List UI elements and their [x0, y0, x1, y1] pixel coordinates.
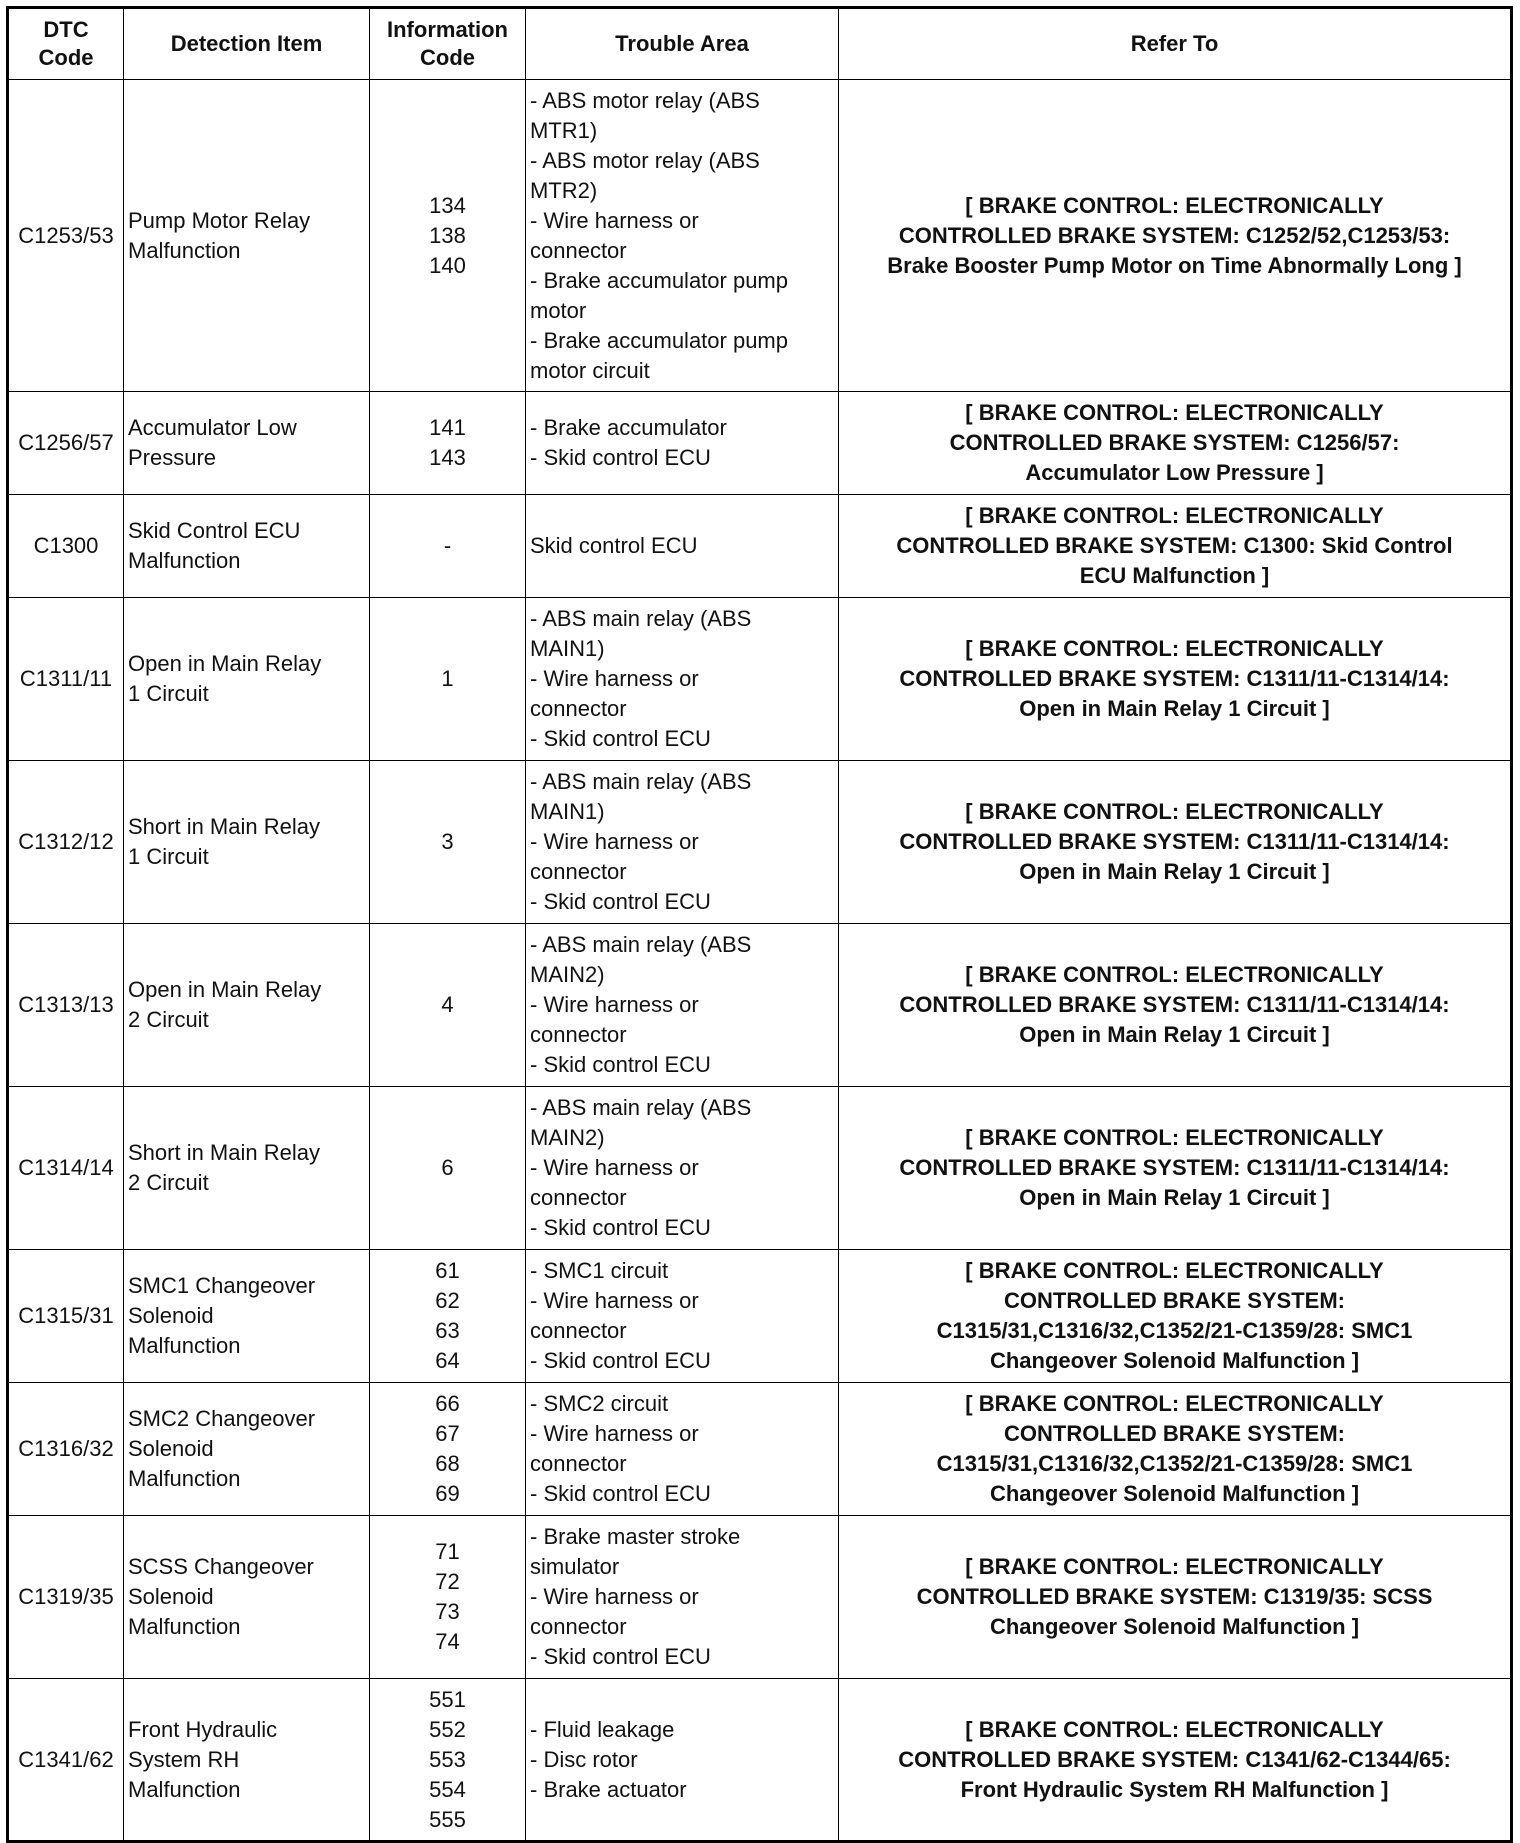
trouble-area-cell: - ABS main relay (ABS MAIN2) - Wire harness or connector - Skid control ECU: [526, 924, 839, 1087]
information-code-cell: 4: [370, 924, 526, 1087]
information-code-cell: 6: [370, 1087, 526, 1250]
table-row: [8, 598, 1512, 761]
dtc-code-cell: C1311/11: [8, 598, 124, 761]
table-row: [8, 1087, 1512, 1250]
information-code-cell: -: [370, 495, 526, 598]
refer-to-link[interactable]: [ BRAKE CONTROL: ELECTRONICALLY CONTROLLED BRAKE SYSTEM: C1319/35: SCSS Changeover Solenoid Malfunction ]: [839, 1516, 1512, 1679]
table-row: [8, 495, 1512, 598]
trouble-area-cell: - SMC2 circuit - Wire harness or connector - Skid control ECU: [526, 1383, 839, 1516]
information-code-cell: 71 72 73 74: [370, 1516, 526, 1679]
trouble-area-cell: - Fluid leakage - Disc rotor - Brake actuator: [526, 1679, 839, 1842]
refer-to-link[interactable]: [ BRAKE CONTROL: ELECTRONICALLY CONTROLLED BRAKE SYSTEM: C1256/57: Accumulator Low Pressure ]: [839, 392, 1512, 495]
detection-item-cell: SCSS Changeover Solenoid Malfunction: [124, 1516, 370, 1679]
information-code-cell: 551 552 553 554 555: [370, 1679, 526, 1842]
detection-item-cell: Accumulator Low Pressure: [124, 392, 370, 495]
refer-to-link[interactable]: [ BRAKE CONTROL: ELECTRONICALLY CONTROLLED BRAKE SYSTEM: C1341/62-C1344/65: Front Hydraulic System RH Malfunction ]: [839, 1679, 1512, 1842]
detection-item-cell: Pump Motor Relay Malfunction: [124, 80, 370, 392]
trouble-area-cell: - Brake accumulator - Skid control ECU: [526, 392, 839, 495]
dtc-code-cell: C1314/14: [8, 1087, 124, 1250]
refer-to-link[interactable]: [ BRAKE CONTROL: ELECTRONICALLY CONTROLLED BRAKE SYSTEM: C1315/31,C1316/32,C1352/21-C1359/28: SMC1 Changeover Solenoid Malfunction ]: [839, 1250, 1512, 1383]
table-header-row: [8, 8, 1512, 80]
dtc-code-cell: C1312/12: [8, 761, 124, 924]
detection-item-cell: Front Hydraulic System RH Malfunction: [124, 1679, 370, 1842]
table-row: [8, 1250, 1512, 1383]
dtc-table: [6, 6, 1513, 1843]
trouble-area-cell: - ABS main relay (ABS MAIN2) - Wire harness or connector - Skid control ECU: [526, 1087, 839, 1250]
detection-item-cell: Open in Main Relay 1 Circuit: [124, 598, 370, 761]
dtc-code-cell: C1253/53: [8, 80, 124, 392]
dtc-code-cell: C1316/32: [8, 1383, 124, 1516]
trouble-area-cell: - ABS main relay (ABS MAIN1) - Wire harness or connector - Skid control ECU: [526, 761, 839, 924]
detection-item-cell: Short in Main Relay 1 Circuit: [124, 761, 370, 924]
refer-to-link[interactable]: [ BRAKE CONTROL: ELECTRONICALLY CONTROLLED BRAKE SYSTEM: C1311/11-C1314/14: Open in Main Relay 1 Circuit ]: [839, 761, 1512, 924]
header-trouble-area: Trouble Area: [526, 8, 839, 80]
header-detection-item: Detection Item: [124, 8, 370, 80]
trouble-area-cell: - Brake master stroke simulator - Wire harness or connector - Skid control ECU: [526, 1516, 839, 1679]
table-row: [8, 924, 1512, 1087]
header-dtc-code: DTC Code: [8, 8, 124, 80]
table-row: [8, 392, 1512, 495]
information-code-cell: 134 138 140: [370, 80, 526, 392]
refer-to-link[interactable]: [ BRAKE CONTROL: ELECTRONICALLY CONTROLLED BRAKE SYSTEM: C1315/31,C1316/32,C1352/21-C1359/28: SMC1 Changeover Solenoid Malfunction ]: [839, 1383, 1512, 1516]
table-row: [8, 761, 1512, 924]
table-row: [8, 1516, 1512, 1679]
refer-to-link[interactable]: [ BRAKE CONTROL: ELECTRONICALLY CONTROLLED BRAKE SYSTEM: C1311/11-C1314/14: Open in Main Relay 1 Circuit ]: [839, 1087, 1512, 1250]
refer-to-link[interactable]: [ BRAKE CONTROL: ELECTRONICALLY CONTROLLED BRAKE SYSTEM: C1252/52,C1253/53: Brake Booster Pump Motor on Time Abnormally Long ]: [839, 80, 1512, 392]
dtc-code-cell: C1341/62: [8, 1679, 124, 1842]
table-row: [8, 1679, 1512, 1842]
detection-item-cell: SMC2 Changeover Solenoid Malfunction: [124, 1383, 370, 1516]
trouble-area-cell: - ABS motor relay (ABS MTR1) - ABS motor relay (ABS MTR2) - Wire harness or connector - Brake accumulator pump motor - Brake accumulator pump motor circuit: [526, 80, 839, 392]
dtc-code-cell: C1256/57: [8, 392, 124, 495]
header-information-code: Information Code: [370, 8, 526, 80]
detection-item-cell: Short in Main Relay 2 Circuit: [124, 1087, 370, 1250]
trouble-area-cell: - SMC1 circuit - Wire harness or connector - Skid control ECU: [526, 1250, 839, 1383]
refer-to-link[interactable]: [ BRAKE CONTROL: ELECTRONICALLY CONTROLLED BRAKE SYSTEM: C1300: Skid Control ECU Malfunction ]: [839, 495, 1512, 598]
table-row: [8, 1383, 1512, 1516]
dtc-code-cell: C1315/31: [8, 1250, 124, 1383]
information-code-cell: 61 62 63 64: [370, 1250, 526, 1383]
detection-item-cell: Skid Control ECU Malfunction: [124, 495, 370, 598]
table-body: [8, 80, 1512, 1842]
detection-item-cell: SMC1 Changeover Solenoid Malfunction: [124, 1250, 370, 1383]
refer-to-link[interactable]: [ BRAKE CONTROL: ELECTRONICALLY CONTROLLED BRAKE SYSTEM: C1311/11-C1314/14: Open in Main Relay 1 Circuit ]: [839, 598, 1512, 761]
table-row: [8, 80, 1512, 392]
trouble-area-cell: Skid control ECU: [526, 495, 839, 598]
detection-item-cell: Open in Main Relay 2 Circuit: [124, 924, 370, 1087]
information-code-cell: 1: [370, 598, 526, 761]
information-code-cell: 66 67 68 69: [370, 1383, 526, 1516]
dtc-code-cell: C1300: [8, 495, 124, 598]
information-code-cell: 3: [370, 761, 526, 924]
dtc-code-cell: C1319/35: [8, 1516, 124, 1679]
refer-to-link[interactable]: [ BRAKE CONTROL: ELECTRONICALLY CONTROLLED BRAKE SYSTEM: C1311/11-C1314/14: Open in Main Relay 1 Circuit ]: [839, 924, 1512, 1087]
header-refer-to: Refer To: [839, 8, 1512, 80]
trouble-area-cell: - ABS main relay (ABS MAIN1) - Wire harness or connector - Skid control ECU: [526, 598, 839, 761]
dtc-code-cell: C1313/13: [8, 924, 124, 1087]
information-code-cell: 141 143: [370, 392, 526, 495]
